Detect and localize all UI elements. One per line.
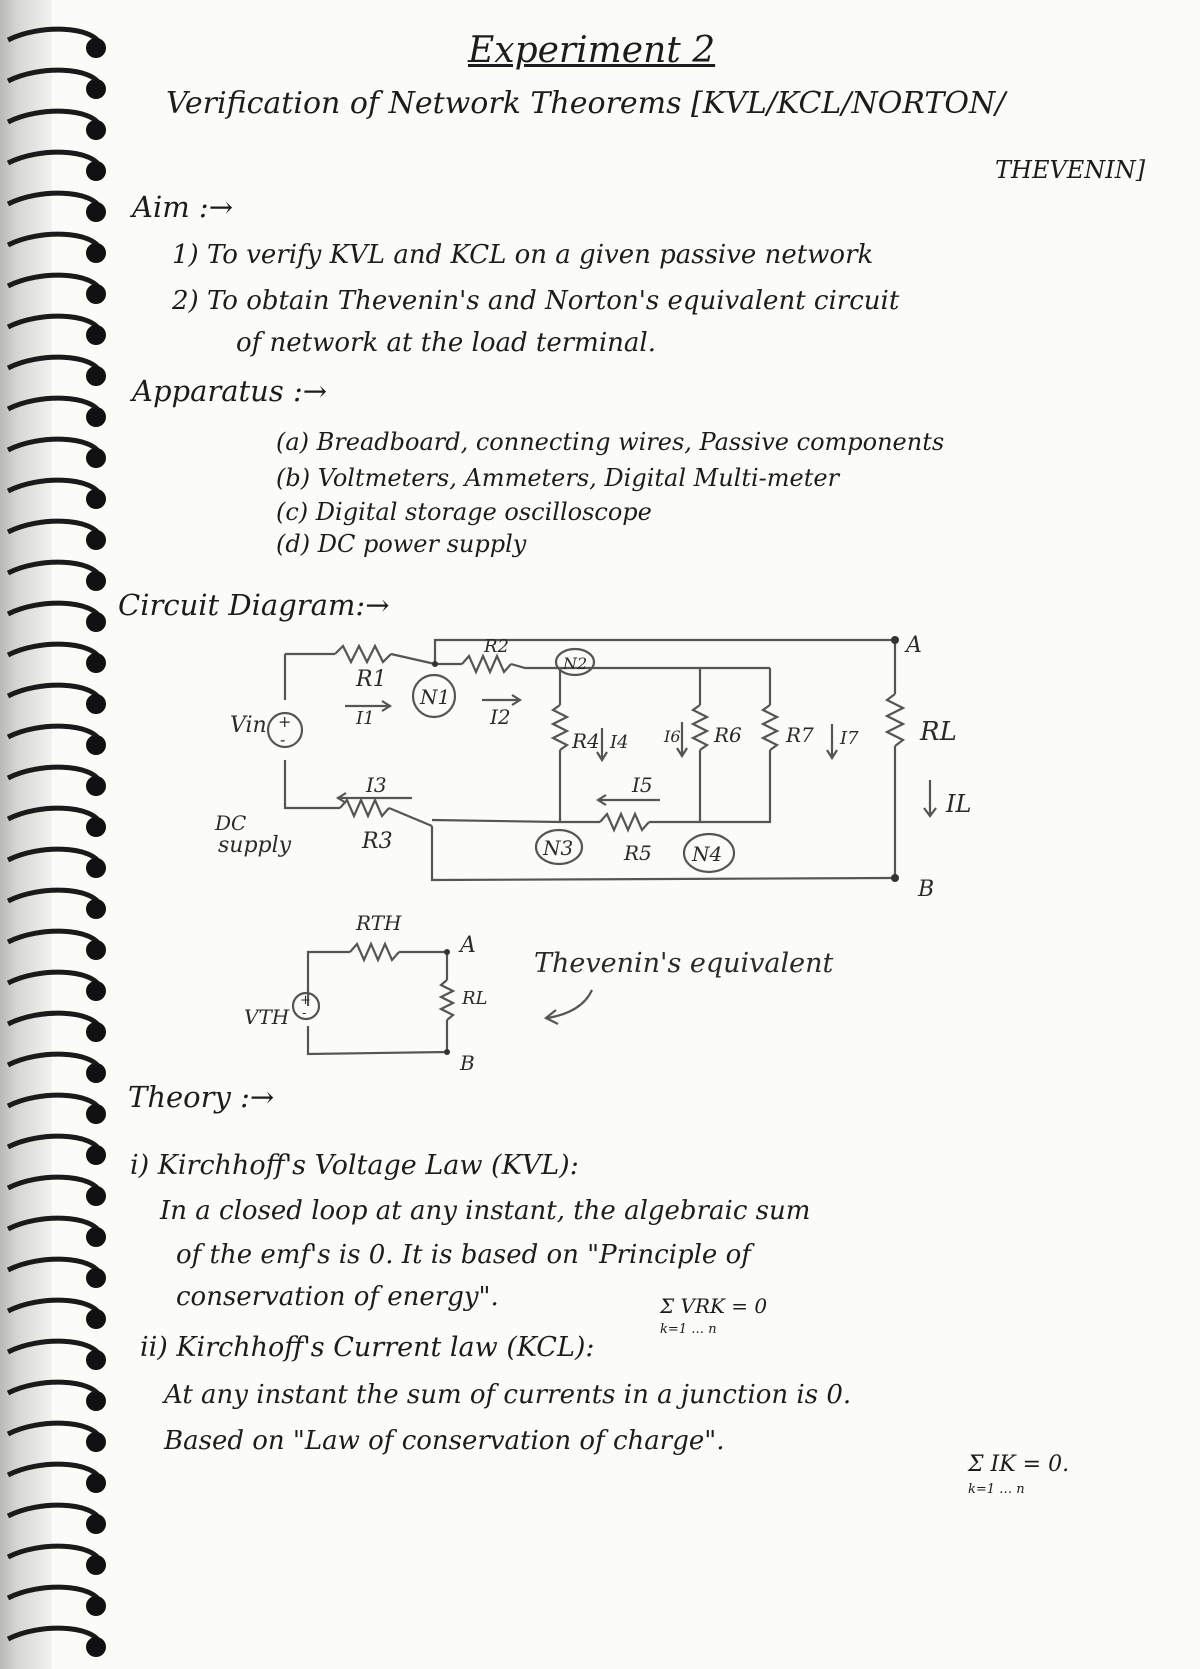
rl-equivalent-label: RL bbox=[462, 988, 488, 1009]
aim-heading: Aim :→ bbox=[132, 190, 234, 224]
i6-label: I6 bbox=[664, 727, 681, 746]
binding-hole-icon bbox=[86, 1309, 106, 1329]
spiral-ring-icon bbox=[8, 1300, 100, 1315]
resistor-r6 bbox=[693, 705, 707, 750]
kcl-formula-limits: k=1 … n bbox=[968, 1482, 1025, 1497]
aim-item-2-line-1: 2) To obtain Thevenin's and Norton's equivalent circuit bbox=[172, 286, 900, 316]
binding-hole-icon bbox=[86, 1514, 106, 1534]
r7-label: R7 bbox=[786, 723, 814, 747]
i5-label: I5 bbox=[632, 773, 653, 797]
theory-heading: Theory :→ bbox=[128, 1080, 275, 1114]
kvl-formula: Σ VRK = 0 bbox=[660, 1294, 768, 1318]
kvl-title: i) Kirchhoff's Voltage Law (KVL): bbox=[130, 1150, 579, 1181]
caption-arrow-icon bbox=[546, 990, 592, 1024]
i4-label: I4 bbox=[610, 732, 629, 753]
r6-label: R6 bbox=[714, 723, 742, 747]
resistor-rth bbox=[350, 944, 399, 960]
apparatus-heading: Apparatus :→ bbox=[132, 374, 328, 408]
binding-hole-icon bbox=[86, 1637, 106, 1657]
i3-label: I3 bbox=[366, 773, 387, 797]
subtitle-line-2: THEVENIN] bbox=[995, 156, 1146, 184]
spiral-ring-icon bbox=[8, 1136, 100, 1151]
rth-label: RTH bbox=[356, 911, 402, 935]
apparatus-item-b: (b) Voltmeters, Ammeters, Digital Multi-meter bbox=[276, 464, 840, 492]
binding-hole-icon bbox=[86, 1391, 106, 1411]
spiral-ring-icon bbox=[8, 1587, 100, 1602]
vin-label: Vin bbox=[230, 713, 267, 738]
binding-hole-icon bbox=[86, 1104, 106, 1124]
apparatus-item-a: (a) Breadboard, connecting wires, Passive components bbox=[276, 428, 945, 456]
resistor-r7 bbox=[763, 705, 777, 750]
aim-item-1: 1) To verify KVL and KCL on a given passive network bbox=[172, 240, 874, 270]
vin-plus-label: + bbox=[278, 712, 292, 731]
r2-label: R2 bbox=[484, 636, 510, 657]
kvl-line-3: conservation of energy". bbox=[176, 1282, 499, 1312]
kvl-line-2: of the emf's is 0. It is based on "Principle of bbox=[176, 1240, 751, 1270]
binding-hole-icon bbox=[86, 1268, 106, 1288]
spiral-ring-icon bbox=[8, 1423, 100, 1438]
resistor-r2 bbox=[462, 656, 511, 672]
vin-minus-label: - bbox=[280, 730, 286, 749]
resistor-r5 bbox=[600, 814, 649, 830]
resistor-r1 bbox=[335, 646, 391, 662]
aim-item-2-line-2: of network at the load terminal. bbox=[236, 328, 656, 358]
kcl-title: ii) Kirchhoff's Current law (KCL): bbox=[140, 1332, 595, 1363]
n4-label: N4 bbox=[692, 842, 723, 866]
equivalent-terminal-b-label: B bbox=[460, 1051, 475, 1075]
spiral-ring-icon bbox=[8, 1382, 100, 1397]
binding-hole-icon bbox=[86, 1350, 106, 1370]
n2-label: N2 bbox=[563, 654, 588, 673]
supply-label: supply bbox=[218, 833, 292, 858]
spiral-ring-icon bbox=[8, 1177, 100, 1192]
i2-label: I2 bbox=[490, 705, 511, 729]
spiral-ring-icon bbox=[8, 1341, 100, 1356]
r1-label: R1 bbox=[356, 667, 387, 692]
binding-hole-icon bbox=[86, 1473, 106, 1493]
binding-hole-icon bbox=[86, 1555, 106, 1575]
kvl-formula-limits: k=1 … n bbox=[660, 1322, 717, 1337]
r4-label: R4 bbox=[572, 729, 600, 753]
vth-plus-label: + bbox=[300, 993, 311, 1008]
n3-label: N3 bbox=[543, 836, 574, 860]
spiral-ring-icon bbox=[8, 1546, 100, 1561]
i7-label: I7 bbox=[840, 728, 859, 749]
kvl-line-1: In a closed loop at any instant, the algebraic sum bbox=[160, 1196, 811, 1226]
resistor-rl bbox=[887, 694, 903, 746]
binding-hole-icon bbox=[86, 1227, 106, 1247]
spiral-ring-icon bbox=[8, 1259, 100, 1274]
r5-label: R5 bbox=[624, 841, 652, 865]
binding-hole-icon bbox=[86, 1145, 106, 1165]
terminal-a-label: A bbox=[906, 633, 922, 658]
resistor-r3 bbox=[340, 800, 389, 816]
dc-label: DC bbox=[215, 811, 247, 835]
kcl-line-1: At any instant the sum of currents in a junction is 0. bbox=[164, 1380, 852, 1410]
i1-label: I1 bbox=[356, 708, 375, 729]
apparatus-item-c: (c) Digital storage oscilloscope bbox=[276, 498, 652, 526]
resistor-r4 bbox=[553, 705, 567, 750]
vth-label: VTH bbox=[244, 1005, 290, 1029]
apparatus-item-d: (d) DC power supply bbox=[276, 530, 527, 558]
thevenin-caption: Thevenin's equivalent bbox=[534, 948, 834, 979]
subtitle-line-1: Verification of Network Theorems [KVL/KCL/NORTON/ bbox=[166, 86, 1006, 121]
binding-hole-icon bbox=[86, 1596, 106, 1616]
kcl-line-2: Based on "Law of conservation of charge". bbox=[164, 1426, 725, 1456]
n1-label: N1 bbox=[420, 685, 451, 709]
spiral-ring-icon bbox=[8, 1505, 100, 1520]
rl-label: RL bbox=[920, 717, 957, 747]
vth-minus-label: - bbox=[302, 1006, 307, 1021]
terminal-b-label: B bbox=[918, 877, 935, 902]
kcl-formula: Σ IK = 0. bbox=[968, 1452, 1070, 1477]
r3-label: R3 bbox=[362, 829, 393, 854]
resistor-rl-equivalent bbox=[441, 980, 453, 1020]
spiral-ring-icon bbox=[8, 1628, 100, 1643]
spiral-ring-icon bbox=[8, 1218, 100, 1233]
binding-hole-icon bbox=[86, 1186, 106, 1206]
spiral-ring-icon bbox=[8, 1464, 100, 1479]
equivalent-terminal-a-label: A bbox=[460, 933, 476, 958]
circuit-heading: Circuit Diagram:→ bbox=[118, 588, 390, 622]
page-title: Experiment 2 bbox=[468, 30, 716, 71]
binding-hole-icon bbox=[86, 1432, 106, 1452]
il-label: IL bbox=[946, 790, 972, 818]
